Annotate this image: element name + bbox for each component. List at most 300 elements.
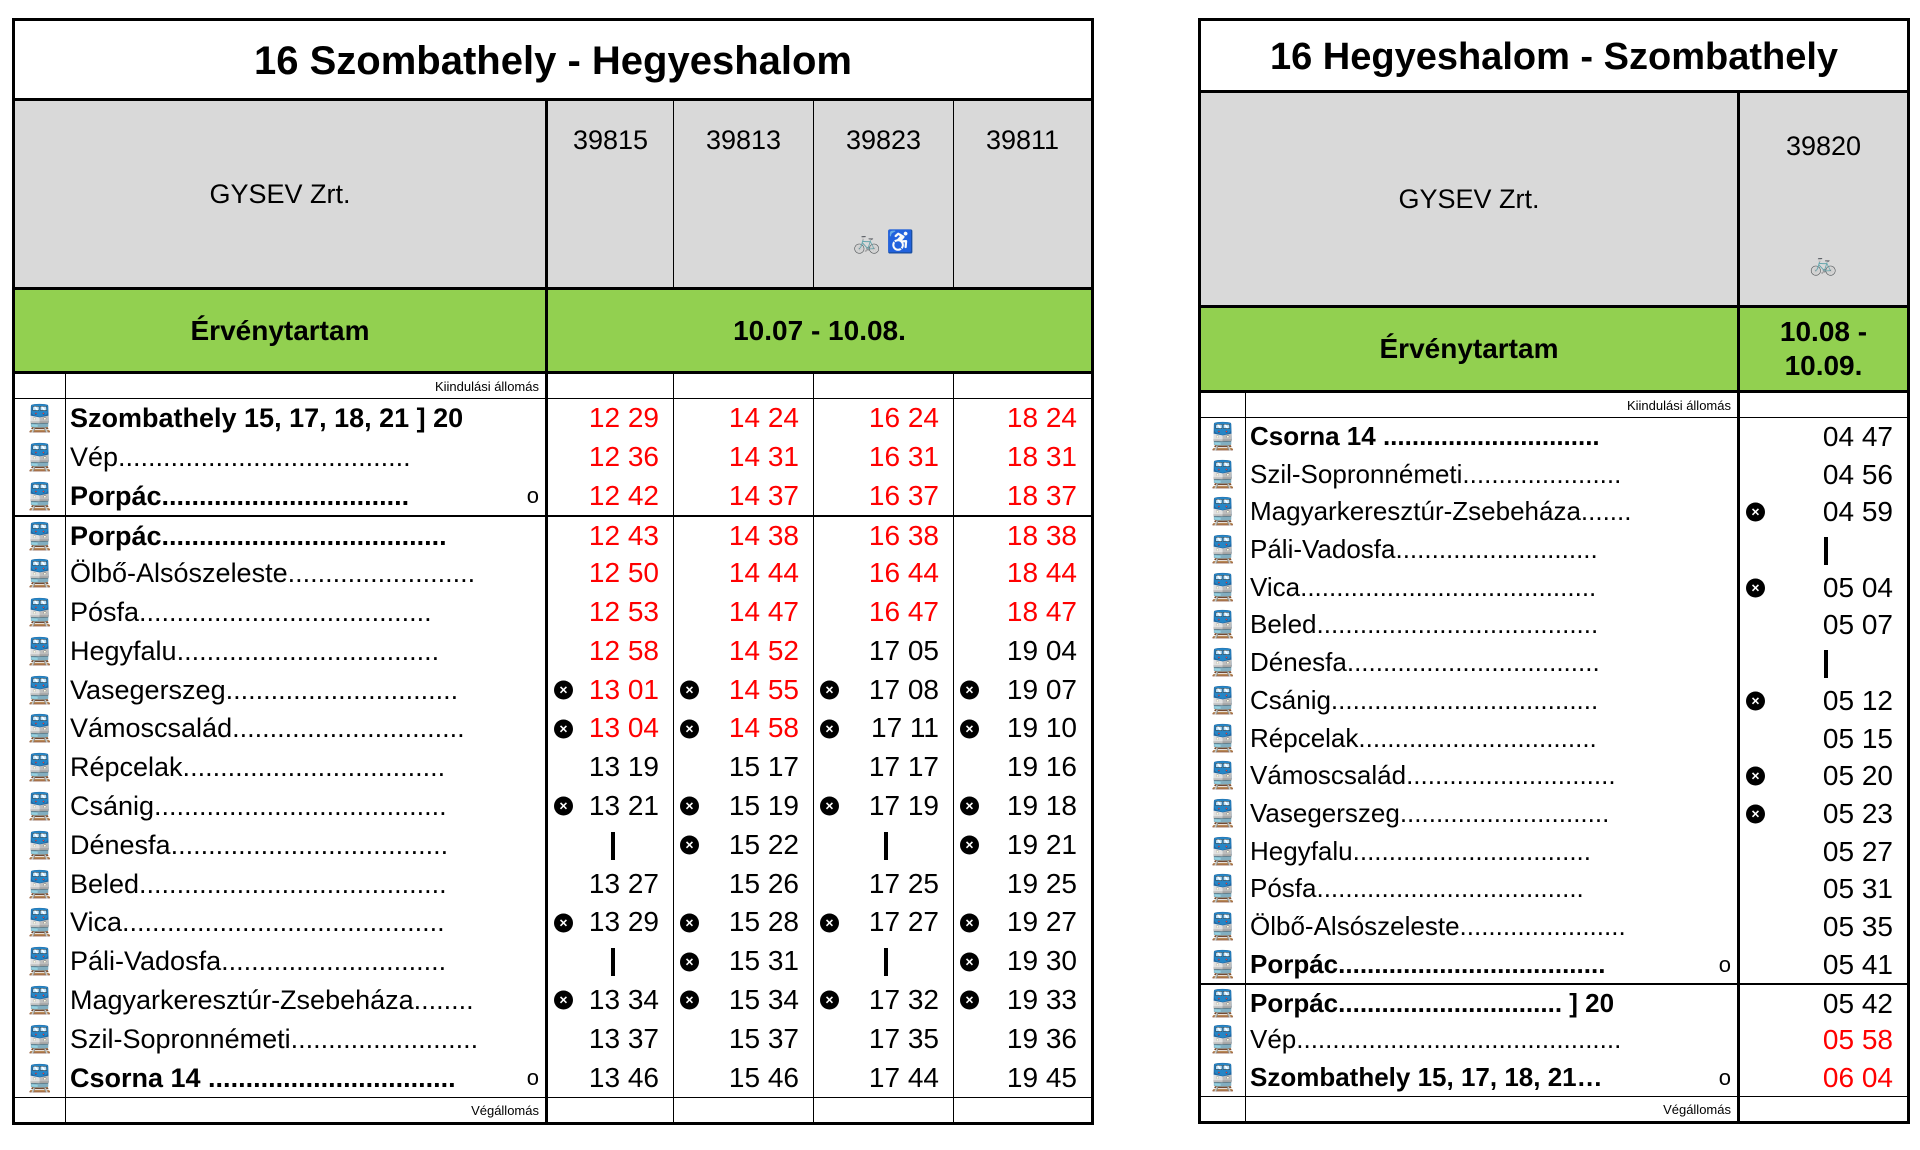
station-name: Porpác...................................... bbox=[70, 521, 447, 552]
station-row bbox=[15, 593, 1091, 632]
departure-time: 05 58 bbox=[1822, 1024, 1893, 1055]
train-icon: 🚆 bbox=[1201, 682, 1246, 720]
station-name-cell bbox=[1246, 493, 1737, 531]
departure-time-cell bbox=[1737, 908, 1907, 946]
departure-time-cell bbox=[953, 477, 1091, 516]
station-name: Páli-Vadosfa............................ bbox=[1250, 534, 1598, 565]
station-row bbox=[1201, 493, 1907, 531]
train-icon: 🚆 bbox=[1201, 795, 1246, 833]
station-name-cell bbox=[1246, 946, 1737, 984]
departure-time-cell bbox=[953, 671, 1091, 710]
request-stop-icon: × bbox=[554, 913, 573, 932]
departure-time: 19 16 bbox=[1006, 751, 1077, 783]
departure-time: 14 24 bbox=[728, 402, 799, 433]
station-row bbox=[15, 981, 1091, 1020]
station-name: Porpác............................... ] 20 bbox=[1250, 988, 1615, 1019]
departure-time: 19 45 bbox=[1006, 1061, 1077, 1093]
station-name-cell bbox=[66, 399, 545, 438]
departure-time: 17 35 bbox=[868, 1022, 939, 1054]
departure-time: 16 44 bbox=[868, 557, 939, 589]
departure-time-cell bbox=[953, 399, 1091, 438]
station-name-cell bbox=[66, 632, 545, 671]
station-name-cell bbox=[1246, 795, 1737, 833]
departure-time: 17 05 bbox=[868, 634, 939, 666]
departure-time-cell bbox=[673, 981, 813, 1020]
station-row bbox=[15, 1059, 1091, 1098]
train-icon: 🚆 bbox=[1201, 644, 1246, 682]
departure-time-cell bbox=[813, 554, 953, 593]
train-icon: 🚆 bbox=[1201, 908, 1246, 946]
departure-time: 19 10 bbox=[1006, 712, 1077, 744]
station-name-cell bbox=[1246, 531, 1737, 569]
departure-time-cell bbox=[673, 942, 813, 981]
station-row bbox=[15, 399, 1091, 438]
departure-time: 17 17 bbox=[868, 751, 939, 783]
train-icon: 🚆 bbox=[1201, 569, 1246, 607]
arrival-label-row bbox=[15, 1097, 1091, 1122]
departure-time: 19 36 bbox=[1006, 1022, 1077, 1054]
departure-time: 05 12 bbox=[1822, 684, 1893, 716]
train-icon: 🚆 bbox=[15, 709, 66, 748]
departure-time-cell bbox=[813, 981, 953, 1020]
departure-time-cell bbox=[673, 1059, 813, 1098]
train-icon: 🚆 bbox=[15, 399, 66, 438]
departure-time: 17 44 bbox=[868, 1061, 939, 1093]
train-icon: 🚆 bbox=[1201, 456, 1246, 494]
station-name-cell bbox=[66, 477, 545, 516]
departure-time: 13 37 bbox=[588, 1022, 659, 1054]
departure-time-cell bbox=[545, 865, 673, 904]
column-spacer bbox=[673, 1097, 813, 1122]
request-stop-icon: × bbox=[554, 991, 573, 1010]
train-icon: 🚆 bbox=[15, 1020, 66, 1059]
departure-time: 18 38 bbox=[1006, 520, 1077, 552]
departure-time-cell bbox=[953, 942, 1091, 981]
departure-time-cell bbox=[1737, 418, 1907, 456]
station-row bbox=[15, 942, 1091, 981]
station-name: Dénesfa................................... bbox=[1250, 647, 1600, 678]
station-row bbox=[1201, 1021, 1907, 1059]
station-row bbox=[15, 787, 1091, 826]
station-name: Beled......................................... bbox=[70, 868, 447, 899]
station-name: Vép....................................... bbox=[70, 441, 411, 472]
station-name: Pósfa..................................... bbox=[1250, 873, 1584, 904]
departure-time: 13 29 bbox=[588, 906, 659, 938]
validity-label: Érvénytartam bbox=[1201, 305, 1737, 393]
station-rows bbox=[1201, 418, 1907, 1096]
departure-time-cell bbox=[673, 477, 813, 516]
departure-time: 16 24 bbox=[868, 402, 939, 433]
departure-time-cell bbox=[545, 709, 673, 748]
departure-time-cell bbox=[673, 748, 813, 787]
train-column-header bbox=[545, 101, 673, 287]
station-name: Hegyfalu................................... bbox=[70, 635, 440, 666]
departure-time: 19 21 bbox=[1006, 828, 1077, 860]
departure-time-cell bbox=[545, 671, 673, 710]
departure-time: 13 34 bbox=[588, 983, 659, 1015]
departure-time-cell bbox=[1737, 456, 1907, 494]
departure-time-cell bbox=[813, 477, 953, 516]
departure-time-cell bbox=[545, 554, 673, 593]
train-icon: 🚆 bbox=[15, 515, 66, 554]
station-name: Pósfa....................................... bbox=[70, 596, 432, 627]
station-name-cell bbox=[66, 748, 545, 787]
departure-time-cell bbox=[1737, 757, 1907, 795]
train-icon: 🚆 bbox=[15, 826, 66, 865]
departure-time: 17 08 bbox=[868, 673, 939, 705]
request-stop-icon: × bbox=[554, 719, 573, 738]
departure-time-cell bbox=[545, 593, 673, 632]
departure-time-cell bbox=[813, 438, 953, 477]
station-name-cell bbox=[1246, 1059, 1737, 1097]
train-icon: 🚆 bbox=[1201, 1021, 1246, 1059]
station-name-cell bbox=[1246, 1021, 1737, 1059]
departure-time-cell bbox=[1737, 983, 1907, 1021]
stop-mark: o bbox=[526, 482, 539, 508]
arrival-station-label: Végállomás bbox=[66, 1097, 545, 1122]
departure-time-cell bbox=[545, 438, 673, 477]
train-icon: 🚆 bbox=[15, 942, 66, 981]
train-icon: 🚆 bbox=[15, 1059, 66, 1098]
station-name: Szil-Sopronnémeti...................... bbox=[1250, 458, 1622, 489]
station-row bbox=[1201, 531, 1907, 569]
departure-time: 17 25 bbox=[868, 867, 939, 899]
request-stop-icon: × bbox=[554, 797, 573, 816]
departure-time: 19 07 bbox=[1006, 673, 1077, 705]
station-row bbox=[1201, 606, 1907, 644]
departure-time-cell bbox=[1737, 795, 1907, 833]
stop-mark: o bbox=[1718, 951, 1731, 977]
train-icon: 🚆 bbox=[1201, 833, 1246, 871]
departure-time-cell bbox=[813, 671, 953, 710]
station-name: Dénesfa..................................... bbox=[70, 829, 449, 860]
validity-value: 10.07 - 10.08. bbox=[545, 287, 1091, 374]
train-icon: 🚆 bbox=[15, 903, 66, 942]
train-icon: 🚆 bbox=[15, 748, 66, 787]
station-row bbox=[1201, 833, 1907, 871]
station-row bbox=[15, 709, 1091, 748]
station-name-cell bbox=[66, 903, 545, 942]
departure-time: 05 31 bbox=[1822, 873, 1893, 905]
departure-time-cell bbox=[673, 554, 813, 593]
departure-time: 15 22 bbox=[728, 828, 799, 860]
departure-time: 14 38 bbox=[728, 520, 799, 552]
station-row bbox=[1201, 644, 1907, 682]
departure-time-cell bbox=[545, 515, 673, 554]
request-stop-icon: × bbox=[820, 991, 839, 1010]
request-stop-icon: × bbox=[680, 797, 699, 816]
station-name: Porpác................................. bbox=[70, 480, 410, 511]
station-row bbox=[15, 632, 1091, 671]
departure-time: 04 47 bbox=[1822, 421, 1893, 452]
bicycle-icon: 🚲 bbox=[1809, 251, 1838, 276]
column-spacer bbox=[953, 374, 1091, 399]
departure-time-cell bbox=[1737, 870, 1907, 908]
station-name-cell bbox=[1246, 418, 1737, 456]
train-icon: 🚆 bbox=[15, 554, 66, 593]
train-column-header bbox=[673, 101, 813, 287]
station-name-cell bbox=[66, 593, 545, 632]
operator-name: GYSEV Zrt. bbox=[15, 101, 545, 287]
departure-time-cell bbox=[953, 826, 1091, 865]
departure-time: 16 38 bbox=[868, 520, 939, 552]
departure-time-cell bbox=[813, 1020, 953, 1059]
station-name-cell bbox=[1246, 456, 1737, 494]
train-icon: 🚆 bbox=[15, 787, 66, 826]
station-name-cell bbox=[66, 942, 545, 981]
departure-time-cell bbox=[673, 709, 813, 748]
departure-time-cell bbox=[1737, 1059, 1907, 1097]
operator-name: GYSEV Zrt. bbox=[1201, 93, 1737, 305]
departure-time: 14 47 bbox=[728, 595, 799, 627]
train-icon: 🚆 bbox=[1201, 531, 1246, 569]
departure-time-cell bbox=[673, 438, 813, 477]
request-stop-icon: × bbox=[1746, 691, 1765, 710]
request-stop-icon: × bbox=[960, 836, 979, 855]
departure-time-cell bbox=[545, 981, 673, 1020]
departure-time: 15 37 bbox=[728, 1022, 799, 1054]
request-stop-icon: × bbox=[1746, 767, 1765, 786]
departure-station-label: Kiindulási állomás bbox=[66, 374, 545, 399]
departure-time-cell bbox=[545, 1059, 673, 1098]
request-stop-icon: × bbox=[960, 952, 979, 971]
timetable-szombathely-hegyeshalom bbox=[12, 18, 1094, 1125]
station-name: Magyarkeresztúr-Zsebeháza....... bbox=[1250, 496, 1632, 527]
departure-time: 14 55 bbox=[728, 673, 799, 705]
departure-time-cell bbox=[813, 515, 953, 554]
departure-time: 05 20 bbox=[1822, 760, 1893, 792]
departure-time-cell bbox=[545, 903, 673, 942]
departure-time: 13 46 bbox=[588, 1061, 659, 1093]
departure-time-cell bbox=[673, 671, 813, 710]
station-name: Hegyfalu................................. bbox=[1250, 835, 1591, 866]
departure-time-cell bbox=[953, 554, 1091, 593]
departure-time: 15 34 bbox=[728, 983, 799, 1015]
departure-time: 17 19 bbox=[868, 789, 939, 821]
train-number: 39815 bbox=[572, 125, 649, 155]
departure-time: 05 42 bbox=[1822, 988, 1893, 1020]
icon-column-spacer bbox=[15, 1097, 66, 1122]
station-name-cell bbox=[66, 981, 545, 1020]
departure-time: 05 27 bbox=[1822, 835, 1893, 867]
station-name-cell bbox=[66, 671, 545, 710]
departure-time: 15 19 bbox=[728, 789, 799, 821]
station-row bbox=[1201, 1059, 1907, 1097]
pass-through-icon bbox=[884, 948, 888, 976]
pass-through-icon bbox=[611, 832, 615, 860]
request-stop-icon: × bbox=[680, 680, 699, 699]
departure-time: 17 27 bbox=[868, 906, 939, 938]
departure-time-cell bbox=[1737, 1021, 1907, 1059]
departure-time: 12 29 bbox=[588, 402, 659, 433]
station-name-cell bbox=[1246, 720, 1737, 758]
departure-time: 06 04 bbox=[1822, 1061, 1893, 1093]
departure-time: 14 44 bbox=[728, 557, 799, 589]
train-icon: 🚆 bbox=[1201, 757, 1246, 795]
station-name-cell bbox=[66, 709, 545, 748]
station-name: Beled....................................... bbox=[1250, 609, 1599, 640]
station-name: Vica......................................... bbox=[1250, 571, 1597, 602]
departure-time: 13 19 bbox=[588, 751, 659, 783]
station-name-cell bbox=[1246, 757, 1737, 795]
station-row bbox=[15, 515, 1091, 554]
arrival-station-label: Végállomás bbox=[1246, 1096, 1737, 1121]
train-icon: 🚆 bbox=[15, 632, 66, 671]
departure-time: 05 35 bbox=[1822, 910, 1893, 942]
train-icon: 🚆 bbox=[1201, 606, 1246, 644]
column-spacer bbox=[953, 1097, 1091, 1122]
column-spacer bbox=[1737, 1096, 1907, 1121]
station-name: Répcelak................................. bbox=[1250, 722, 1597, 753]
departure-time: 13 01 bbox=[588, 673, 659, 705]
train-icon: 🚆 bbox=[1201, 983, 1246, 1021]
departure-time: 15 26 bbox=[728, 867, 799, 899]
station-name: Ölbő-Alsószeleste......................... bbox=[70, 558, 476, 589]
timetable-hegyeshalom-szombathely bbox=[1198, 18, 1910, 1124]
icon-column-spacer bbox=[1201, 393, 1246, 418]
departure-time-cell bbox=[953, 438, 1091, 477]
timetable-header bbox=[15, 101, 1091, 287]
stop-mark: o bbox=[526, 1064, 539, 1090]
station-name-cell bbox=[1246, 870, 1737, 908]
departure-time-cell bbox=[813, 865, 953, 904]
station-row bbox=[15, 1020, 1091, 1059]
departure-time: 19 27 bbox=[1006, 906, 1077, 938]
column-spacer bbox=[673, 374, 813, 399]
station-name-cell bbox=[66, 1020, 545, 1059]
station-name: Vép............................................. bbox=[1250, 1024, 1622, 1054]
departure-time: 04 59 bbox=[1822, 496, 1893, 528]
station-row bbox=[1201, 795, 1907, 833]
departure-time-cell bbox=[1737, 493, 1907, 531]
request-stop-icon: × bbox=[1746, 804, 1765, 823]
departure-time-cell bbox=[813, 748, 953, 787]
departure-time-cell bbox=[953, 515, 1091, 554]
column-spacer bbox=[1737, 393, 1907, 418]
departure-time: 19 18 bbox=[1006, 789, 1077, 821]
column-spacer bbox=[813, 374, 953, 399]
departure-time: 16 37 bbox=[868, 479, 939, 511]
station-name-cell bbox=[66, 787, 545, 826]
train-number: 39813 bbox=[705, 125, 782, 155]
station-name-cell bbox=[1246, 569, 1737, 607]
train-number: 39811 bbox=[985, 125, 1060, 155]
departure-time-cell bbox=[673, 1020, 813, 1059]
departure-time: 18 31 bbox=[1006, 440, 1077, 472]
station-rows bbox=[15, 399, 1091, 1097]
departure-time: 12 43 bbox=[588, 520, 659, 552]
station-name-cell bbox=[66, 554, 545, 593]
departure-time: 05 07 bbox=[1822, 609, 1893, 641]
departure-time: 19 04 bbox=[1006, 634, 1077, 666]
departure-time-cell bbox=[673, 826, 813, 865]
request-stop-icon: × bbox=[820, 797, 839, 816]
departure-time: 05 04 bbox=[1822, 571, 1893, 603]
station-name-cell bbox=[66, 826, 545, 865]
train-column-header bbox=[1737, 93, 1907, 305]
departure-time-cell bbox=[813, 1059, 953, 1098]
departure-time-cell bbox=[1737, 833, 1907, 871]
departure-time: 18 24 bbox=[1006, 402, 1077, 433]
timetable-header bbox=[1201, 93, 1907, 305]
validity-row bbox=[15, 287, 1091, 374]
departure-time-cell bbox=[813, 826, 953, 865]
bicycle-and-wheelchair-icons: 🚲 ♿ bbox=[853, 229, 914, 254]
train-number: 39820 bbox=[1785, 131, 1862, 161]
departure-time: 05 23 bbox=[1822, 797, 1893, 829]
station-row bbox=[15, 671, 1091, 710]
request-stop-icon: × bbox=[820, 719, 839, 738]
departure-time: 16 31 bbox=[868, 440, 939, 472]
validity-row bbox=[1201, 305, 1907, 393]
request-stop-icon: × bbox=[960, 913, 979, 932]
departure-time-cell bbox=[813, 903, 953, 942]
departure-time-cell bbox=[545, 1020, 673, 1059]
train-icon: 🚆 bbox=[15, 438, 66, 477]
train-number: 39823 bbox=[845, 125, 922, 155]
station-name-cell bbox=[66, 515, 545, 554]
train-column-header bbox=[953, 101, 1091, 287]
station-name-cell bbox=[1246, 644, 1737, 682]
request-stop-icon: × bbox=[680, 836, 699, 855]
station-row bbox=[15, 554, 1091, 593]
request-stop-icon: × bbox=[960, 991, 979, 1010]
station-row bbox=[1201, 757, 1907, 795]
icon-column-spacer bbox=[1201, 1096, 1246, 1121]
departure-time-cell bbox=[953, 1059, 1091, 1098]
station-name-cell bbox=[1246, 682, 1737, 720]
departure-time-cell bbox=[953, 748, 1091, 787]
station-name: Csorna 14 ................................. bbox=[70, 1062, 456, 1093]
station-name-cell bbox=[1246, 833, 1737, 871]
request-stop-icon: × bbox=[680, 913, 699, 932]
validity-value: 10.08 - 10.09. bbox=[1737, 305, 1907, 393]
station-name: Szombathely 15, 17, 18, 21… bbox=[1250, 1061, 1603, 1092]
pass-through-icon bbox=[884, 832, 888, 860]
departure-time: 15 46 bbox=[728, 1061, 799, 1093]
departure-time: 18 37 bbox=[1006, 479, 1077, 511]
timetable-title: 16 Szombathely - Hegyeshalom bbox=[15, 21, 1091, 101]
departure-time-cell bbox=[953, 632, 1091, 671]
station-name: Szombathely 15, 17, 18, 21 ] 20 bbox=[70, 403, 464, 433]
request-stop-icon: × bbox=[820, 680, 839, 699]
train-column-header bbox=[813, 101, 953, 287]
station-name: Vica........................................... bbox=[70, 907, 445, 938]
departure-time: 05 15 bbox=[1822, 722, 1893, 754]
station-name-cell bbox=[1246, 908, 1737, 946]
departure-time-cell bbox=[1737, 569, 1907, 607]
departure-time-cell bbox=[545, 787, 673, 826]
arrival-label-row bbox=[1201, 1096, 1907, 1121]
request-stop-icon: × bbox=[680, 719, 699, 738]
departure-time: 13 21 bbox=[588, 789, 659, 821]
departure-time: 19 33 bbox=[1006, 983, 1077, 1015]
departure-time: 13 04 bbox=[588, 712, 659, 744]
departure-time-cell bbox=[1737, 720, 1907, 758]
station-row bbox=[15, 826, 1091, 865]
departure-time: 15 17 bbox=[728, 751, 799, 783]
departure-time: 05 41 bbox=[1822, 948, 1893, 980]
column-spacer bbox=[813, 1097, 953, 1122]
station-row bbox=[1201, 682, 1907, 720]
station-name-cell bbox=[66, 438, 545, 477]
departure-time-cell bbox=[813, 399, 953, 438]
request-stop-icon: × bbox=[960, 680, 979, 699]
departure-time-cell bbox=[673, 593, 813, 632]
request-stop-icon: × bbox=[554, 680, 573, 699]
validity-label: Érvénytartam bbox=[15, 287, 545, 374]
departure-time-cell bbox=[1737, 682, 1907, 720]
